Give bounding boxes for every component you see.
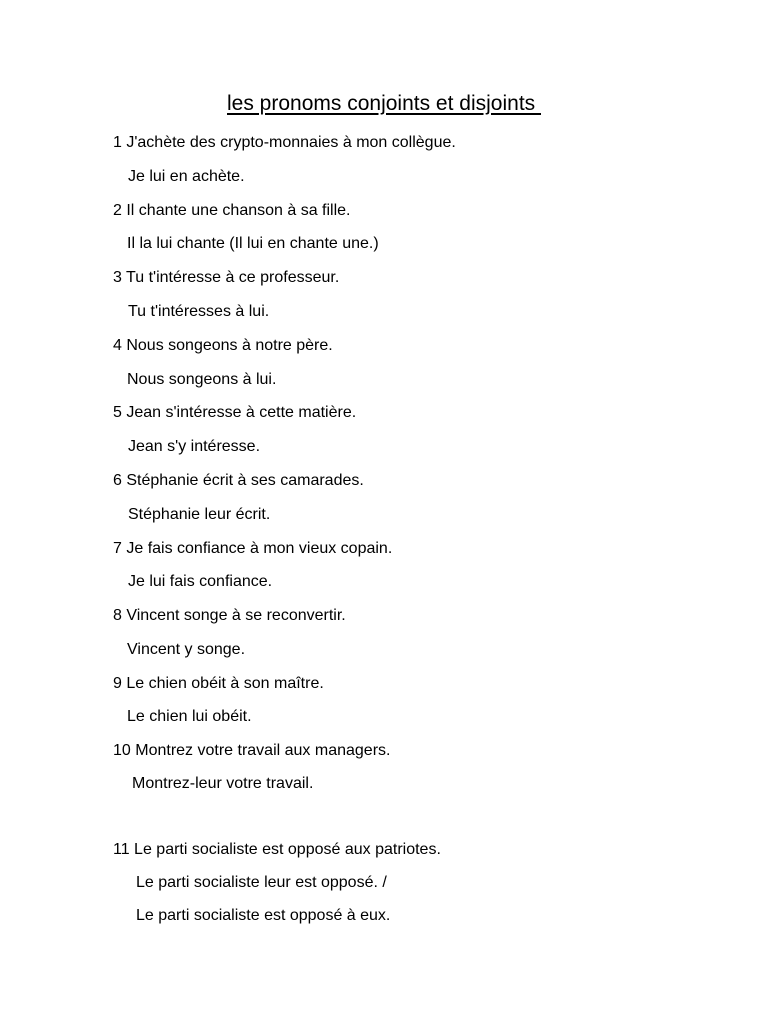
page-title: les pronoms conjoints et disjoints	[227, 92, 541, 115]
answer-1: Je lui en achète.	[128, 168, 245, 185]
sentence-2: 2 Il chante une chanson à sa fille.	[113, 202, 351, 219]
answer-11-alternative: Le parti socialiste est opposé à eux.	[136, 907, 391, 924]
answer-7: Je lui fais confiance.	[128, 573, 273, 590]
sentence-11: 11 Le parti socialiste est opposé aux patriotes.	[113, 841, 441, 858]
sentence-8: 8 Vincent songe à se reconvertir.	[113, 607, 346, 624]
sentence-9: 9 Le chien obéit à son maître.	[113, 675, 324, 692]
sentence-4: 4 Nous songeons à notre père.	[113, 337, 333, 354]
sentence-7: 7 Je fais confiance à mon vieux copain.	[113, 540, 393, 557]
answer-5: Jean s'y intéresse.	[128, 438, 261, 455]
answer-6: Stéphanie leur écrit.	[128, 506, 271, 523]
answer-3: Tu t'intéresses à lui.	[128, 303, 270, 320]
sentence-1: 1 J'achète des crypto-monnaies à mon collègue.	[113, 134, 456, 151]
sentence-10: 10 Montrez votre travail aux managers.	[113, 742, 391, 759]
answer-9: Le chien lui obéit.	[127, 708, 252, 725]
answer-8: Vincent y songe.	[127, 641, 246, 658]
answer-4: Nous songeons à lui.	[127, 371, 277, 388]
sentence-3: 3 Tu t'intéresse à ce professeur.	[113, 269, 340, 286]
sentence-6: 6 Stéphanie écrit à ses camarades.	[113, 472, 364, 489]
answer-2: Il la lui chante (Il lui en chante une.)	[127, 235, 379, 252]
answer-11: Le parti socialiste leur est opposé. /	[136, 874, 387, 891]
answer-10: Montrez-leur votre travail.	[132, 775, 314, 792]
sentence-5: 5 Jean s'intéresse à cette matière.	[113, 404, 357, 421]
